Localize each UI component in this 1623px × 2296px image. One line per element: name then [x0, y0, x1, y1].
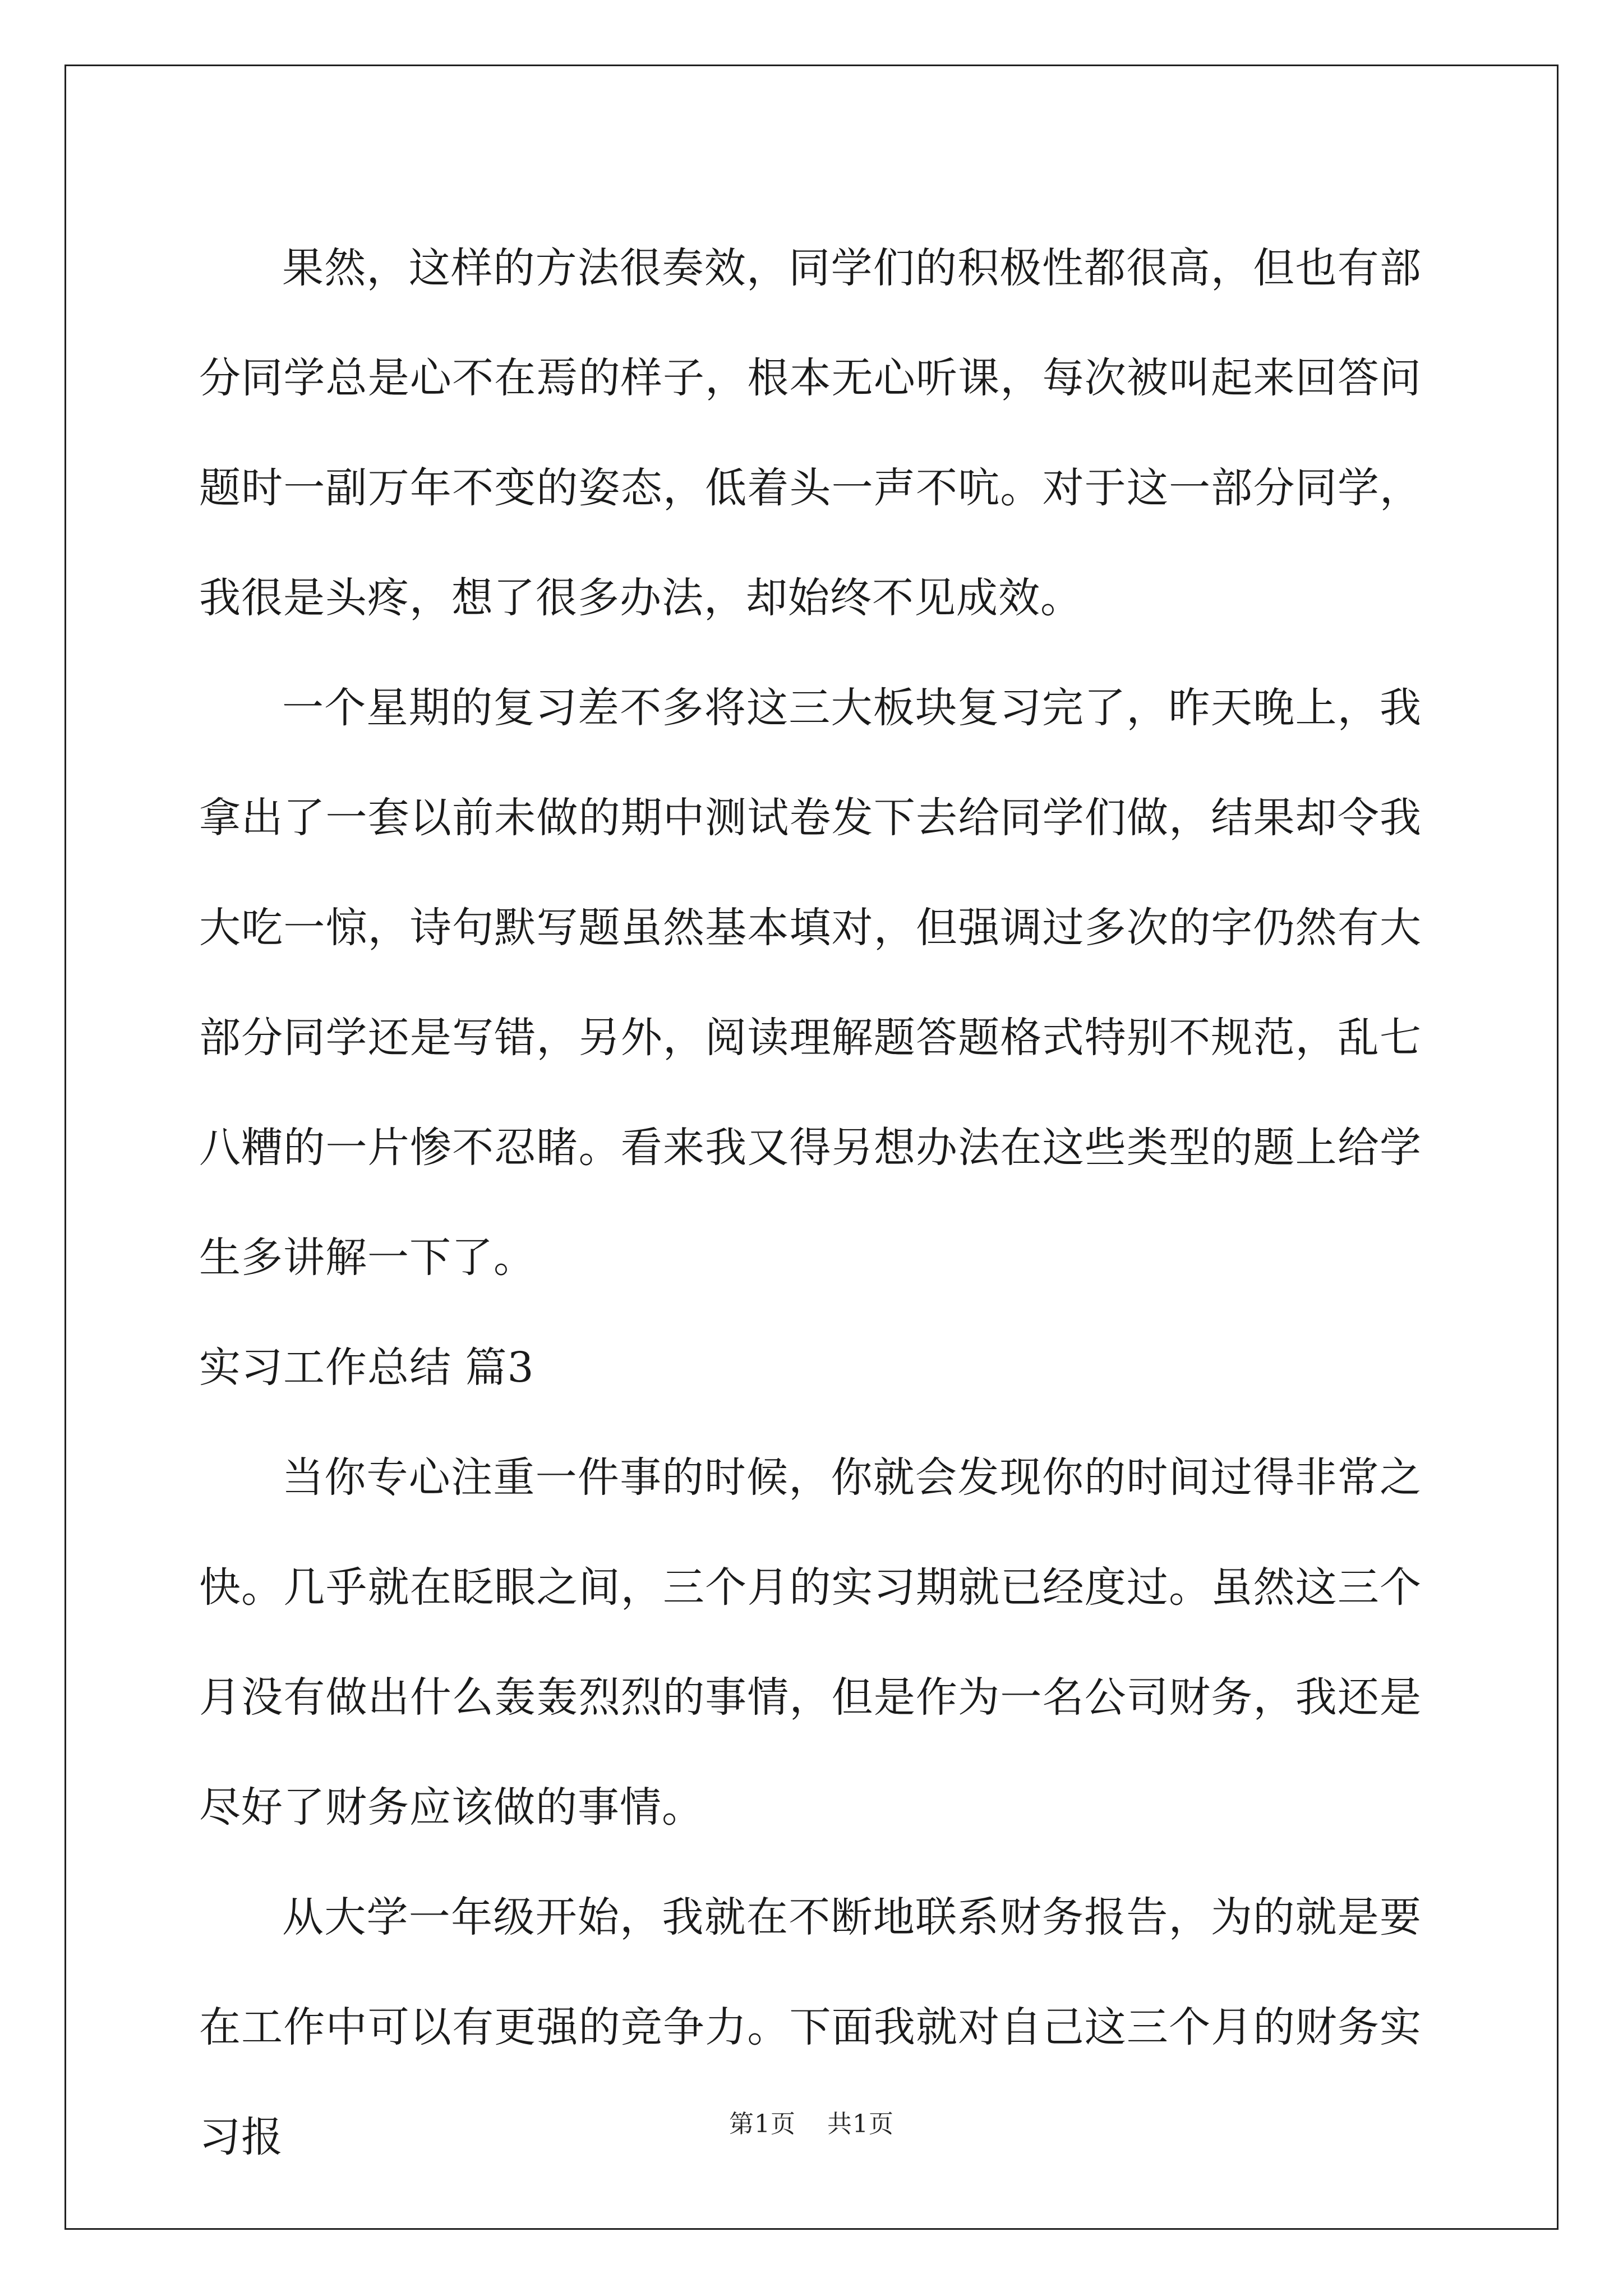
- page-footer: [0, 2104, 1623, 2139]
- paragraph: 当你专心注重一件事的时候，你就会发现你的时间过得非常之快。几乎就在眨眼之间，三个月的实习期就已经度过。虽然这三个月没有做出什么轰轰烈烈的事情，但是作为一名公司财务，我还是尽好了财务应该做的事情。: [199, 1453, 1422, 1832]
- page-count: 共1页: [827, 2110, 894, 2138]
- paragraph: 一个星期的复习差不多将这三大板块复习完了，昨天晚上，我拿出了一套以前未做的期中测试卷发下去给同学们做，结果却令我大吃一惊，诗句默写题虽然基本填对，但强调过多次的字仍然有大部分同学还是写错，另外，阅读理解题答题格式特别不规范，乱七八糟的一片惨不忍睹。看来我又得另想办法在这些类型的题上给学生多讲解一下了。: [199, 684, 1422, 1282]
- document-body: [199, 213, 1422, 2192]
- paragraph: 从大学一年级开始，我就在不断地联系财务报告，为的就是要在工作中可以有更强的竞争力。下面我就对自己这三个月的财务实习报: [199, 1893, 1422, 2161]
- page-number: 第1页: [729, 2110, 796, 2138]
- paragraph: 果然，这样的方法很奏效，同学们的积极性都很高，但也有部分同学总是心不在焉的样子，根本无心听课，每次被叫起来回答问题时一副万年不变的姿态，低着头一声不吭。对于这一部分同学，我很是头疼，想了很多办法，却始终不见成效。: [199, 244, 1422, 622]
- section-heading: 实习工作总结 篇3: [199, 1343, 534, 1392]
